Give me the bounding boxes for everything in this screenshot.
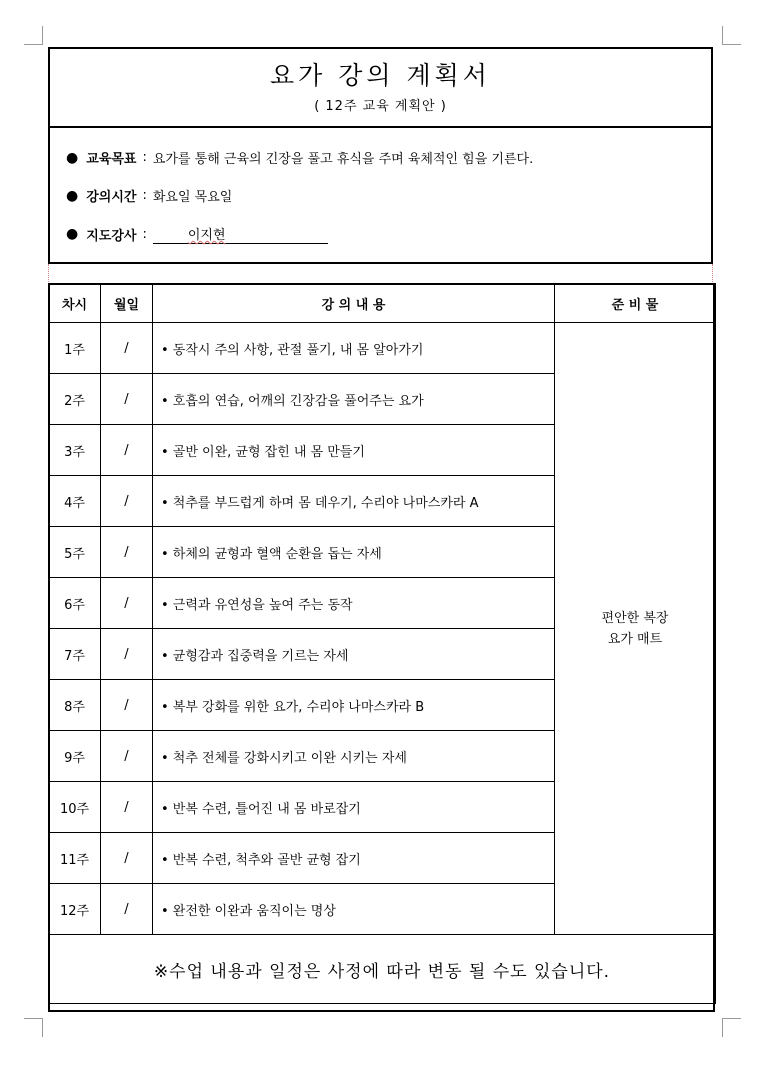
- date-cell[interactable]: /: [101, 527, 153, 578]
- document-title: 요가 강의 계획서: [270, 61, 491, 90]
- header-session: 차시: [49, 284, 101, 323]
- info-section: [48, 126, 713, 264]
- time-text: 화요일 목요일: [152, 190, 233, 205]
- time-label: 강의시간: [86, 190, 137, 205]
- crop-mark-top-right: [722, 26, 741, 45]
- content-cell: • 균형감과 집중력을 기르는 자세: [153, 629, 555, 680]
- session-cell: 10주: [49, 782, 101, 833]
- content-cell: • 근력과 유연성을 높여 주는 동작: [153, 578, 555, 629]
- date-cell[interactable]: /: [101, 731, 153, 782]
- date-cell[interactable]: /: [101, 782, 153, 833]
- session-cell: 9주: [49, 731, 101, 782]
- schedule-table: [48, 283, 716, 1004]
- note-row: [49, 935, 716, 1004]
- crop-mark-top-left: [24, 26, 43, 45]
- content-cell: • 반복 수련, 틀어진 내 몸 바로잡기: [153, 782, 555, 833]
- colon: :: [142, 188, 147, 203]
- session-cell: 4주: [49, 476, 101, 527]
- session-cell: 5주: [49, 527, 101, 578]
- date-cell[interactable]: /: [101, 476, 153, 527]
- content-cell: • 호흡의 연습, 어깨의 긴장감을 풀어주는 요가: [153, 374, 555, 425]
- goal-row: [66, 148, 533, 167]
- bullet-icon: ●: [66, 149, 79, 166]
- content-cell: • 척추를 부드럽게 하며 몸 데우기, 수리야 나마스카라 A: [153, 476, 555, 527]
- session-cell: 8주: [49, 680, 101, 731]
- table-row: [49, 323, 716, 374]
- session-cell: 11주: [49, 833, 101, 884]
- date-cell[interactable]: /: [101, 884, 153, 935]
- bullet-icon: ●: [66, 187, 79, 204]
- date-cell[interactable]: /: [101, 323, 153, 374]
- instructor-row: [66, 224, 328, 244]
- session-cell: 2주: [49, 374, 101, 425]
- instructor-label: 지도강사: [86, 228, 137, 244]
- instructor-field[interactable]: [153, 224, 328, 244]
- date-cell[interactable]: /: [101, 629, 153, 680]
- session-cell: 12주: [49, 884, 101, 935]
- date-cell[interactable]: /: [101, 680, 153, 731]
- colon: :: [142, 226, 147, 242]
- title-section: [48, 47, 713, 128]
- section-spacer: [48, 264, 713, 284]
- table-header-row: [49, 284, 716, 323]
- goal-label: 교육목표: [86, 152, 137, 167]
- materials-line-2: 요가 매트: [607, 631, 663, 647]
- time-row: [66, 186, 232, 205]
- session-cell: 6주: [49, 578, 101, 629]
- date-cell[interactable]: /: [101, 833, 153, 884]
- date-cell[interactable]: /: [101, 425, 153, 476]
- bullet-icon: ●: [66, 226, 79, 242]
- crop-mark-bottom-left: [24, 1018, 43, 1037]
- date-cell[interactable]: /: [101, 578, 153, 629]
- content-cell: • 동작시 주의 사항, 관절 풀기, 내 몸 알아가기: [153, 323, 555, 374]
- content-cell: • 하체의 균형과 혈액 순환을 돕는 자세: [153, 527, 555, 578]
- header-materials: 준 비 물: [555, 284, 716, 323]
- goal-text: 요가를 통해 근육의 긴장을 풀고 휴식을 주며 육체적인 힘을 기른다.: [152, 152, 534, 167]
- content-cell: • 복부 강화를 위한 요가, 수리야 나마스카라 B: [153, 680, 555, 731]
- materials-line-1: 편안한 복장: [601, 610, 669, 626]
- date-cell[interactable]: /: [101, 374, 153, 425]
- content-cell: • 척추 전체를 강화시키고 이완 시키는 자세: [153, 731, 555, 782]
- crop-mark-bottom-right: [722, 1018, 741, 1037]
- header-content: 강 의 내 용: [153, 284, 555, 323]
- session-cell: 7주: [49, 629, 101, 680]
- header-date: 월일: [101, 284, 153, 323]
- content-cell: • 완전한 이완과 움직이는 명상: [153, 884, 555, 935]
- document-subtitle: ( 12주 교육 계획안 ): [314, 99, 447, 114]
- session-cell: 3주: [49, 425, 101, 476]
- schedule-note: ※수업 내용과 일정은 사정에 따라 변동 될 수도 있습니다.: [49, 935, 716, 1004]
- session-cell: 1주: [49, 323, 101, 374]
- instructor-name: 이지현: [187, 228, 226, 243]
- content-cell: • 골반 이완, 균형 잡힌 내 몸 만들기: [153, 425, 555, 476]
- materials-cell: [555, 323, 716, 935]
- content-cell: • 반복 수련, 척추와 골반 균형 잡기: [153, 833, 555, 884]
- colon: :: [142, 150, 147, 165]
